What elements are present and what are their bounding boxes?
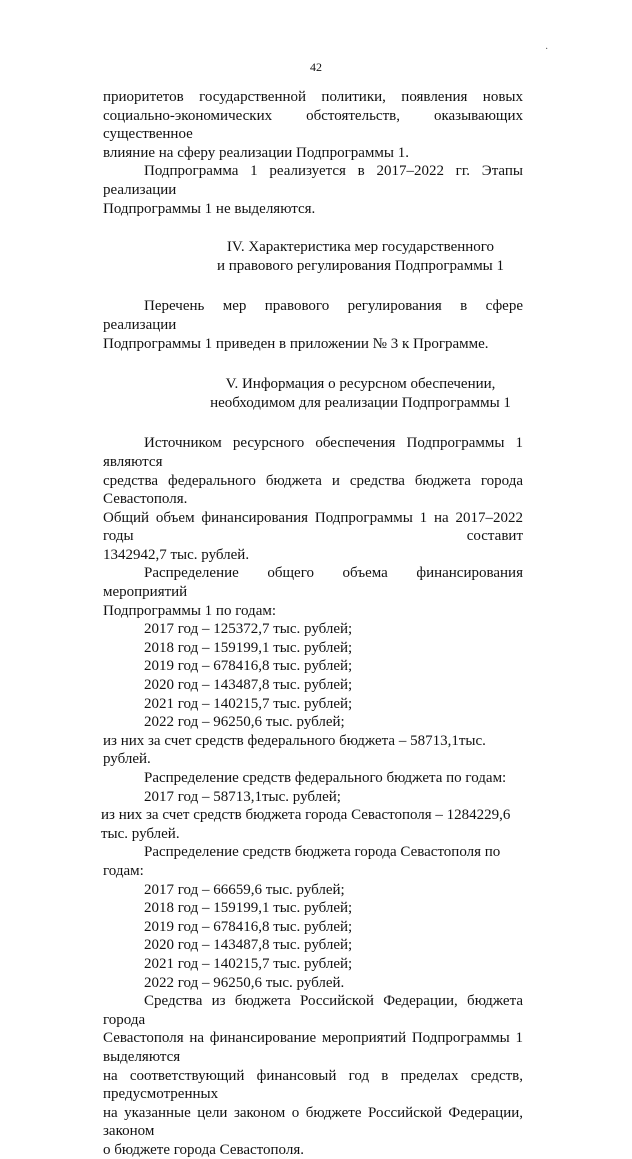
text-line: Источником ресурсного обеспечения Подпрограммы 1 являются bbox=[103, 435, 523, 470]
year-line: 2022 год – 96250,6 тыс. рублей. bbox=[144, 974, 345, 991]
year-line: 2019 год – 678416,8 тыс. рублей; bbox=[144, 918, 353, 935]
page-body bbox=[103, 88, 523, 1159]
corner-mark: · bbox=[545, 44, 549, 55]
section-4-heading: IV. Характеристика мер государственного bbox=[226, 239, 495, 256]
text-line: о бюджете города Севастополя. bbox=[103, 1141, 304, 1158]
year-line: 2018 год – 159199,1 тыс. рублей; bbox=[144, 900, 353, 917]
year-line: 2017 год – 66659,6 тыс. рублей; bbox=[144, 881, 345, 898]
section-4-heading: и правового регулирования Подпрограммы 1 bbox=[216, 257, 505, 274]
text-line: приоритетов государственной политики, появления новых bbox=[103, 89, 523, 105]
text-line: Распределение общего объема финансирования мероприятий bbox=[103, 565, 523, 601]
section-5-heading: необходимом для реализации Подпрограммы 1 bbox=[210, 394, 511, 411]
text-line: Подпрограммы 1 не выделяются. bbox=[103, 200, 316, 217]
text-line: Перечень мер правового регулирования в сфере реализации bbox=[103, 298, 523, 333]
year-line: 2021 год – 140215,7 тыс. рублей; bbox=[144, 955, 353, 972]
text-line: на указанные цели законом о бюджете Российской Федерации, законом bbox=[103, 1104, 523, 1140]
text-line: на соответствующий финансовый год в пределах средств, предусмотренных bbox=[103, 1067, 523, 1103]
year-line: 2022 год – 96250,6 тыс. рублей; bbox=[144, 714, 345, 731]
text-line: Подпрограммы 1 по годам: bbox=[103, 602, 277, 619]
text-line: влияние на сферу реализации Подпрограммы 1. bbox=[103, 144, 409, 161]
text-line: социально-экономических обстоятельств, оказывающих существенное bbox=[103, 107, 523, 143]
text-line: Общий объем финансирования Подпрограммы 1 на 2017–2022 годы составит bbox=[103, 509, 523, 545]
section-5-heading: V. Информация о ресурсном обеспечении, bbox=[225, 376, 496, 393]
text-line: 1342942,7 тыс. рублей. bbox=[103, 546, 250, 563]
text-line: Средства из бюджета Российской Федерации, бюджета города bbox=[103, 993, 523, 1028]
text-line: Севастополя на финансирование мероприятий Подпрограммы 1 выделяются bbox=[103, 1030, 523, 1065]
year-line: 2017 год – 125372,7 тыс. рублей; bbox=[144, 621, 353, 638]
year-line: 2017 год – 58713,1тыс. рублей; bbox=[144, 788, 341, 805]
text-line: Распределение средств бюджета города Севастополя по годам: bbox=[103, 844, 501, 879]
text-line: из них за счет средств бюджета города Севастополя – 1284229,6 тыс. рублей. bbox=[101, 807, 511, 842]
page-number: 42 bbox=[310, 60, 322, 74]
text-line: Подпрограмма 1 реализуется в 2017–2022 гг. Этапы реализации bbox=[103, 163, 523, 198]
text-line: из них за счет средств федерального бюджета – 58713,1тыс. рублей. bbox=[103, 732, 486, 768]
text-line: Распределение средств федерального бюджета по годам: bbox=[144, 770, 507, 786]
year-line: 2020 год – 143487,8 тыс. рублей; bbox=[144, 677, 353, 694]
text-line: Подпрограммы 1 приведен в приложении № 3 к Программе. bbox=[103, 335, 489, 352]
text-line: средства федерального бюджета и средства бюджета города Севастополя. bbox=[103, 472, 523, 508]
year-line: 2021 год – 140215,7 тыс. рублей; bbox=[144, 695, 353, 712]
year-line: 2019 год – 678416,8 тыс. рублей; bbox=[144, 658, 353, 675]
year-line: 2020 год – 143487,8 тыс. рублей; bbox=[144, 937, 353, 954]
year-line: 2018 год – 159199,1 тыс. рублей; bbox=[144, 639, 353, 656]
